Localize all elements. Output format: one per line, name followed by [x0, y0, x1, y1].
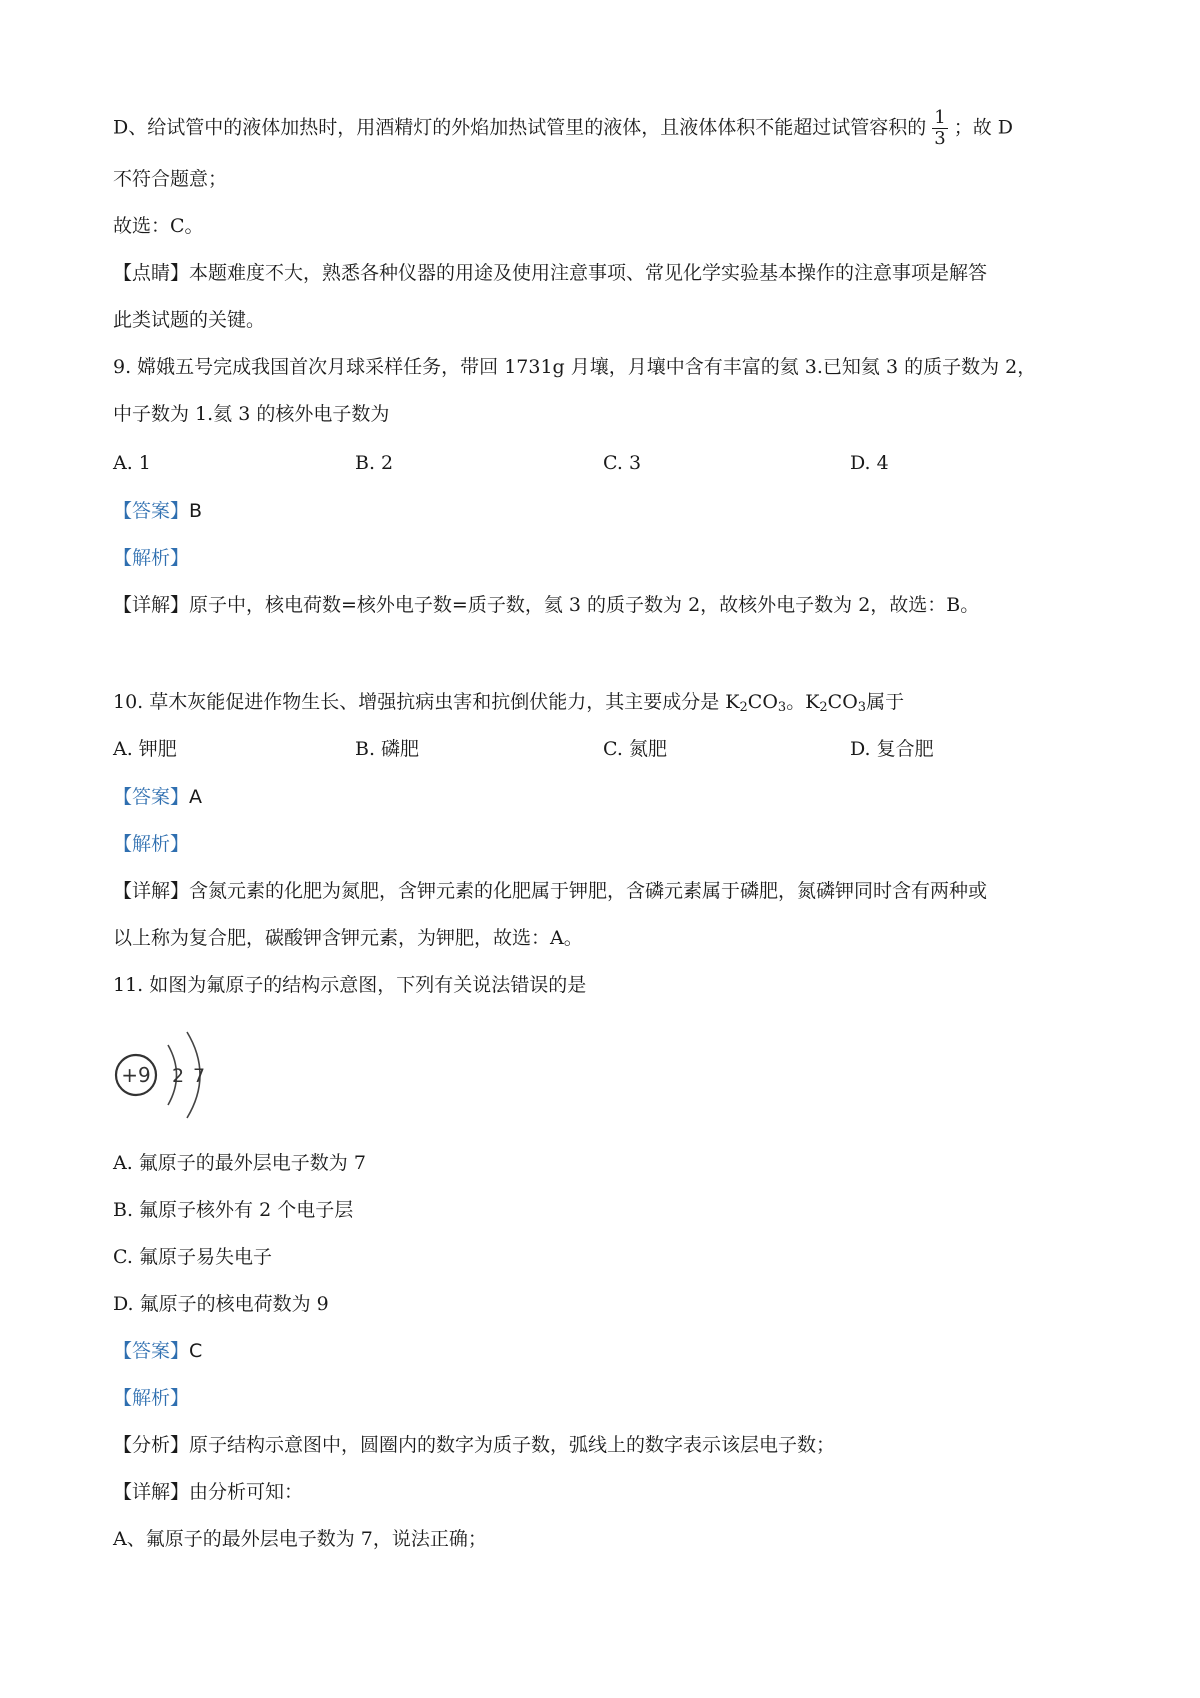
q10-option-a: A. 钾肥 [113, 738, 177, 760]
q10-stem: 10. 草木灰能促进作物生长、增强抗病虫害和抗倒伏能力，其主要成分是 $K_2CO_3$。$K_2CO_3$属于 [113, 691, 905, 715]
fluorine-atom-diagram [113, 1020, 223, 1130]
q9-option-b: B. 2 [355, 452, 394, 474]
q11-option-c: C. 氟原子易失电子 [113, 1246, 272, 1268]
q8-option-d-line [113, 108, 1013, 149]
q10-option-b: B. 磷肥 [355, 738, 420, 760]
q10-option-c: C. 氮肥 [603, 738, 667, 760]
q9-detail: 【详解】原子中，核电荷数=核外电子数=质子数，氦 3 的质子数为 2，故核外电子数为 2，故选：B。 [113, 594, 980, 616]
q9-stem-line2: 中子数为 1.氦 3 的核外电子数为 [113, 403, 390, 425]
q8-d-text-end: ；故 D [953, 116, 1013, 139]
q8-d-line2: 不符合题意； [113, 168, 228, 190]
q9-option-d: D. 4 [850, 452, 889, 474]
q11-option-b: B. 氟原子核外有 2 个电子层 [113, 1199, 354, 1221]
fraction-one-third: $\frac{1}{3}$ [934, 107, 946, 149]
q9-answer: 【答案】B [113, 500, 203, 522]
q8-choose: 故选：C。 [113, 215, 204, 237]
q8-dianjing-line2: 此类试题的关键。 [113, 309, 266, 331]
dianjing-tag: 【点睛】 [113, 262, 190, 284]
q10-option-d: D. 复合肥 [850, 738, 934, 760]
q9-option-c: C. 3 [603, 452, 642, 474]
q11-option-d: D. 氟原子的核电荷数为 9 [113, 1293, 329, 1315]
q10-detail-line2: 以上称为复合肥，碳酸钾含钾元素，为钾肥，故选：A。 [113, 927, 583, 949]
q11-answer: 【答案】C [113, 1340, 203, 1362]
q10-detail-line1: 【详解】含氮元素的化肥为氮肥，含钾元素的化肥属于钾肥，含磷元素属于磷肥，氮磷钾同时含有两种或 [113, 880, 988, 902]
shell1-electrons: 2 [171, 1065, 185, 1087]
nucleus-charge: +9 [121, 1063, 151, 1087]
q9-option-a: A. 1 [113, 452, 151, 474]
q9-analysis-tag: 【解析】 [113, 547, 190, 569]
q10-analysis-tag: 【解析】 [113, 833, 190, 855]
q11-fenxi: 【分析】原子结构示意图中，圆圈内的数字为质子数，弧线上的数字表示该层电子数； [113, 1434, 836, 1456]
q8-dianjing-line1: 【点睛】本题难度不大，熟悉各种仪器的用途及使用注意事项、常见化学实验基本操作的注意事项是解答 [113, 262, 988, 284]
q11-detail-a: A、氟原子的最外层电子数为 7，说法正确； [113, 1528, 487, 1550]
q8-d-text: D、给试管中的液体加热时，用酒精灯的外焰加热试管里的液体，且液体体积不能超过试管容积的 [113, 116, 927, 139]
shell2-electrons: 7 [192, 1065, 206, 1087]
q11-detail: 【详解】由分析可知： [113, 1481, 304, 1503]
q11-option-a: A. 氟原子的最外层电子数为 7 [113, 1152, 366, 1174]
q11-stem: 11. 如图为氟原子的结构示意图，下列有关说法错误的是 [113, 974, 587, 996]
q9-stem-line1: 9. 嫦娥五号完成我国首次月球采样任务，带回 1731g 月壤，月壤中含有丰富的氦 3.已知氦 3 的质子数为 2， [113, 356, 1037, 378]
answer-tag: 【答案】 [113, 500, 190, 522]
q11-analysis-tag: 【解析】 [113, 1387, 190, 1409]
q10-answer: 【答案】A [113, 786, 203, 808]
